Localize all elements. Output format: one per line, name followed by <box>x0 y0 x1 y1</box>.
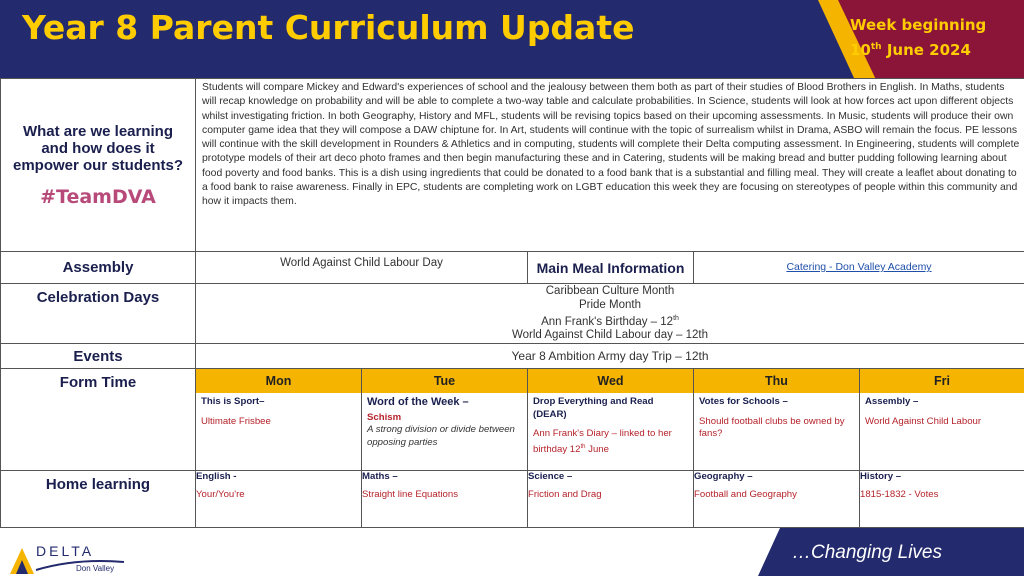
form-tuesday <box>362 369 528 471</box>
home-learning-label: Home learning <box>1 471 196 528</box>
celebration-item: Ann Frank's Birthday – 12th <box>541 315 679 328</box>
events-value: Year 8 Ambition Army day Trip – 12th <box>196 344 1024 369</box>
events-label: Events <box>1 344 196 369</box>
word-of-week: Schism <box>367 411 402 423</box>
form-activity-title: Assembly – <box>865 396 919 407</box>
week-line1: Week beginning <box>850 16 987 34</box>
assembly-label: Assembly <box>1 252 196 284</box>
form-activity-title: Votes for Schools – <box>699 396 788 407</box>
learning-label: What are we learning and how does it empower our students? <box>12 122 184 174</box>
form-activity-title: Drop Everything and Read (DEAR) <box>533 396 654 420</box>
home-learning-item: English - Your/You're <box>196 471 362 528</box>
footer-tagline: …Changing Lives <box>792 542 942 563</box>
form-wednesday <box>528 369 694 471</box>
celebration-item: World Against Child Labour day – 12th <box>511 329 709 342</box>
learning-summary: Students will compare Mickey and Edward's experiences of school and the jealousy between them both as part of their studies of Blood Brothers in English. In Maths, students will recap knowledge on probability and will be able to complete a two-way table and calculate probabilities. In Science, students will look at how forces act upon different objects whilst investigating friction. In both Geography, History and MFL, students will be revising topics based on their upcoming assessments. In Music, students will produce their own computer game idea that they will compose a DAW chiptune for. In Art, students will continue with the topic of surrealism whilst in Drama, ASBO will remain the focus. PE lessons will continue with the skill development in Rounders & Athletics and in computing, students will complete their Delta computing assessment. In Engineering, students will complete prototype models of their art deco photo frames and then begin manufacturing these and in Catering, students will be making bread and butter pudding following learning about food poverty and food banks. This is a dish using ingredients that could be donated to a food bank that is a substantial and filling meal. They will create a leaflet about donating to a food bank to raise awareness. Finally in EPC, students are completing work on LGBT education this week they are focusing on stereotypes of people within this community and how it impacts them. <box>202 82 1020 208</box>
page-title: Year 8 Parent Curriculum Update <box>22 8 635 47</box>
form-activity-detail: Should football clubs be owned by fans? <box>699 415 845 439</box>
catering-link-cell <box>694 252 1024 284</box>
day-header-wed: Wed <box>528 369 693 393</box>
form-thursday <box>694 369 860 471</box>
team-dva-logo: #TeamDVA <box>40 185 156 208</box>
form-activity-detail: Ann Frank's Diary – linked to her birthday 12th June <box>533 428 672 455</box>
day-header-fri: Fri <box>860 369 1024 393</box>
day-header-thu: Thu <box>694 369 859 393</box>
celebration-days <box>196 284 1024 344</box>
home-learning-item: History – 1815-1832 - Votes <box>860 471 1024 528</box>
form-monday <box>196 369 362 471</box>
week-date: 10th June 2024 <box>850 41 971 59</box>
main-meal-label: Main Meal Information <box>528 252 694 284</box>
celebration-item: Pride Month <box>578 298 641 311</box>
curriculum-table <box>0 78 1024 528</box>
celebration-item: Caribbean Culture Month <box>545 285 675 297</box>
word-definition: A strong division or divide between opposing parties <box>367 424 515 448</box>
form-activity-detail: Ultimate Frisbee <box>201 415 271 427</box>
week-beginning <box>850 14 986 61</box>
form-friday <box>860 369 1024 471</box>
day-header-mon: Mon <box>196 369 361 393</box>
form-activity-detail: World Against Child Labour <box>865 415 982 427</box>
learning-summary-cell <box>196 79 1024 252</box>
catering-link[interactable]: Catering - Don Valley Academy <box>786 261 932 273</box>
day-header-tue: Tue <box>362 369 527 393</box>
celebration-label: Celebration Days <box>1 284 196 344</box>
logo-subtitle: Don Valley <box>76 564 115 573</box>
logo-name: DELTA <box>36 543 95 559</box>
learning-label-cell <box>1 79 196 252</box>
assembly-value: World Against Child Labour Day <box>196 252 528 284</box>
home-learning-item: Science – Friction and Drag <box>528 471 694 528</box>
form-activity-title: Word of the Week – <box>367 396 469 408</box>
form-activity-title: This is Sport– <box>201 396 265 407</box>
home-learning-item: Maths – Straight line Equations <box>362 471 528 528</box>
form-time-label: Form Time <box>1 369 196 471</box>
home-learning-item: Geography – Football and Geography <box>694 471 860 528</box>
